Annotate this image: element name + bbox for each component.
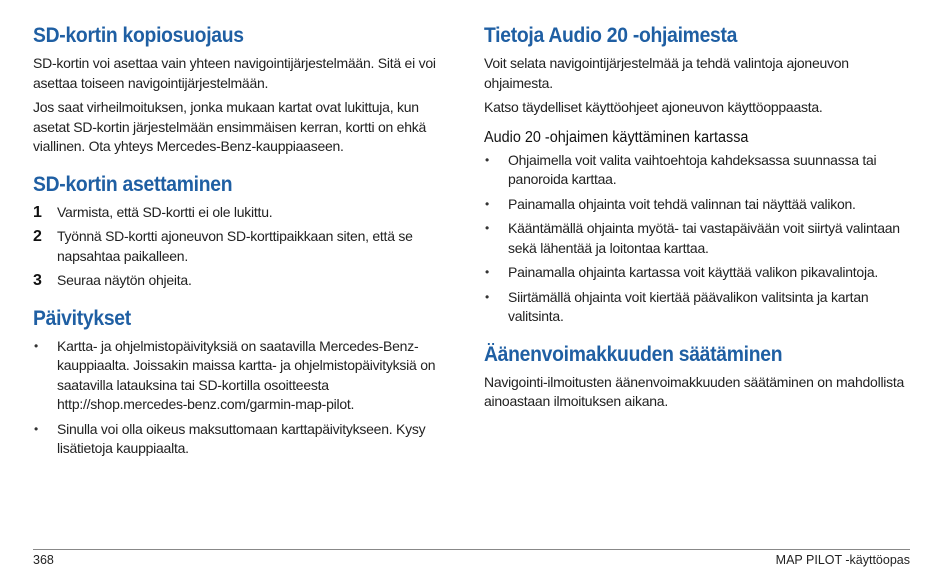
heading-sd-copy-protection: SD-kortin kopiosuojaus	[33, 24, 244, 47]
step-item	[33, 271, 453, 291]
bullet-item	[33, 337, 453, 415]
bullet-item	[484, 288, 909, 327]
step-text: Työnnä SD-kortti ajoneuvon SD-korttipaikkaan siten, että se napsahtaa paikalleen.	[57, 228, 413, 264]
section-updates	[33, 305, 453, 459]
step-text: Varmista, että SD-kortti ei ole lukittu.	[57, 203, 273, 220]
paragraph: Jos saat virheilmoituksen, jonka mukaan kartat ovat lukittuja, kun asetat SD-kortin järjestelmään ensimmäisen kerran, kortti on ehkä viallinen. Ota yhteys Mercedes-Benz-kauppiaaseen.	[33, 99, 427, 154]
section-sd-insert	[33, 171, 453, 291]
left-column	[33, 22, 453, 473]
section-volume	[484, 341, 909, 412]
step-number: 2	[33, 228, 42, 245]
heading-volume: Äänenvoimakkuuden säätäminen	[484, 342, 783, 366]
bullet-item	[484, 219, 909, 258]
paragraph: Navigointi-ilmoitusten äänenvoimakkuuden säätäminen on mahdollista ainoastaan ilmoituksen aikana.	[484, 373, 905, 409]
bullet-icon: •	[485, 221, 489, 235]
bullet-icon: •	[485, 289, 489, 304]
heading-audio20: Tietoja Audio 20 -ohjaimesta	[484, 24, 738, 47]
paragraph: SD-kortin voi asettaa vain yhteen navigointijärjestelmään. Sitä ei voi asettaa toiseen navigointijärjestelmään.	[33, 55, 436, 91]
bullet-icon: •	[34, 338, 38, 353]
bullet-text: Kartta- ja ohjelmistopäivityksiä on saatavilla Mercedes-Benz-kauppiaalta. Joissakin maissa kartta- ja ohjelmistopäivityksiä on saatavilla latauksina tai SD-kortilla osoitteesta http://shop.mercedes-benz.com/garmin-map-pilot.	[57, 337, 436, 412]
heading-updates: Päivitykset	[33, 306, 131, 330]
step-item	[33, 227, 453, 266]
subheading-audio20-map: Audio 20 -ohjaimen käyttäminen kartassa	[484, 128, 749, 146]
right-column	[484, 22, 909, 426]
bullet-icon: •	[485, 152, 489, 167]
document-title: MAP PILOT -käyttöopas	[775, 553, 910, 567]
bullet-item	[484, 151, 909, 190]
page-number: 368	[33, 553, 54, 567]
step-text: Seuraa näytön ohjeita.	[57, 272, 192, 288]
heading-sd-insert: SD-kortin asettaminen	[33, 172, 233, 196]
bullet-list	[484, 151, 909, 327]
footer-divider	[33, 549, 910, 550]
bullet-text: Ohjaimella voit valita vaihtoehtoja kahdeksassa suunnassa tai panoroida karttaa.	[508, 151, 877, 187]
steps-list	[33, 203, 453, 291]
bullet-icon: •	[34, 421, 38, 436]
bullet-icon: •	[485, 265, 489, 279]
bullet-text: Sinulla voi olla oikeus maksuttomaan karttapäivitykseen. Kysy lisätietoja kauppiaalta.	[57, 420, 426, 456]
bullet-text: Siirtämällä ohjainta voit kiertää päävalikon valitsinta ja kartan valitsinta.	[508, 288, 869, 324]
section-audio20	[484, 22, 909, 327]
bullet-item	[33, 420, 453, 459]
bullet-text: Kääntämällä ohjainta myötä- tai vastapäivään voit siirtyä valintaan sekä lähentää ja loitontaa karttaa.	[508, 220, 900, 256]
bullet-item	[484, 263, 909, 283]
bullet-icon: •	[485, 196, 489, 211]
paragraph: Voit selata navigointijärjestelmää ja tehdä valintoja ajoneuvon ohjaimesta.	[484, 55, 849, 91]
bullet-list	[33, 337, 453, 459]
step-number: 3	[33, 272, 42, 289]
step-item	[33, 203, 453, 223]
bullet-text: Painamalla ohjainta kartassa voit käyttää valikon pikavalintoja.	[508, 264, 878, 280]
step-number: 1	[33, 203, 42, 221]
bullet-text: Painamalla ohjainta voit tehdä valinnan tai näyttää valikon.	[508, 195, 856, 212]
bullet-item	[484, 195, 909, 215]
paragraph: Katso täydelliset käyttöohjeet ajoneuvon käyttöoppaasta.	[484, 99, 823, 115]
section-sd-copy-protection	[33, 22, 453, 157]
